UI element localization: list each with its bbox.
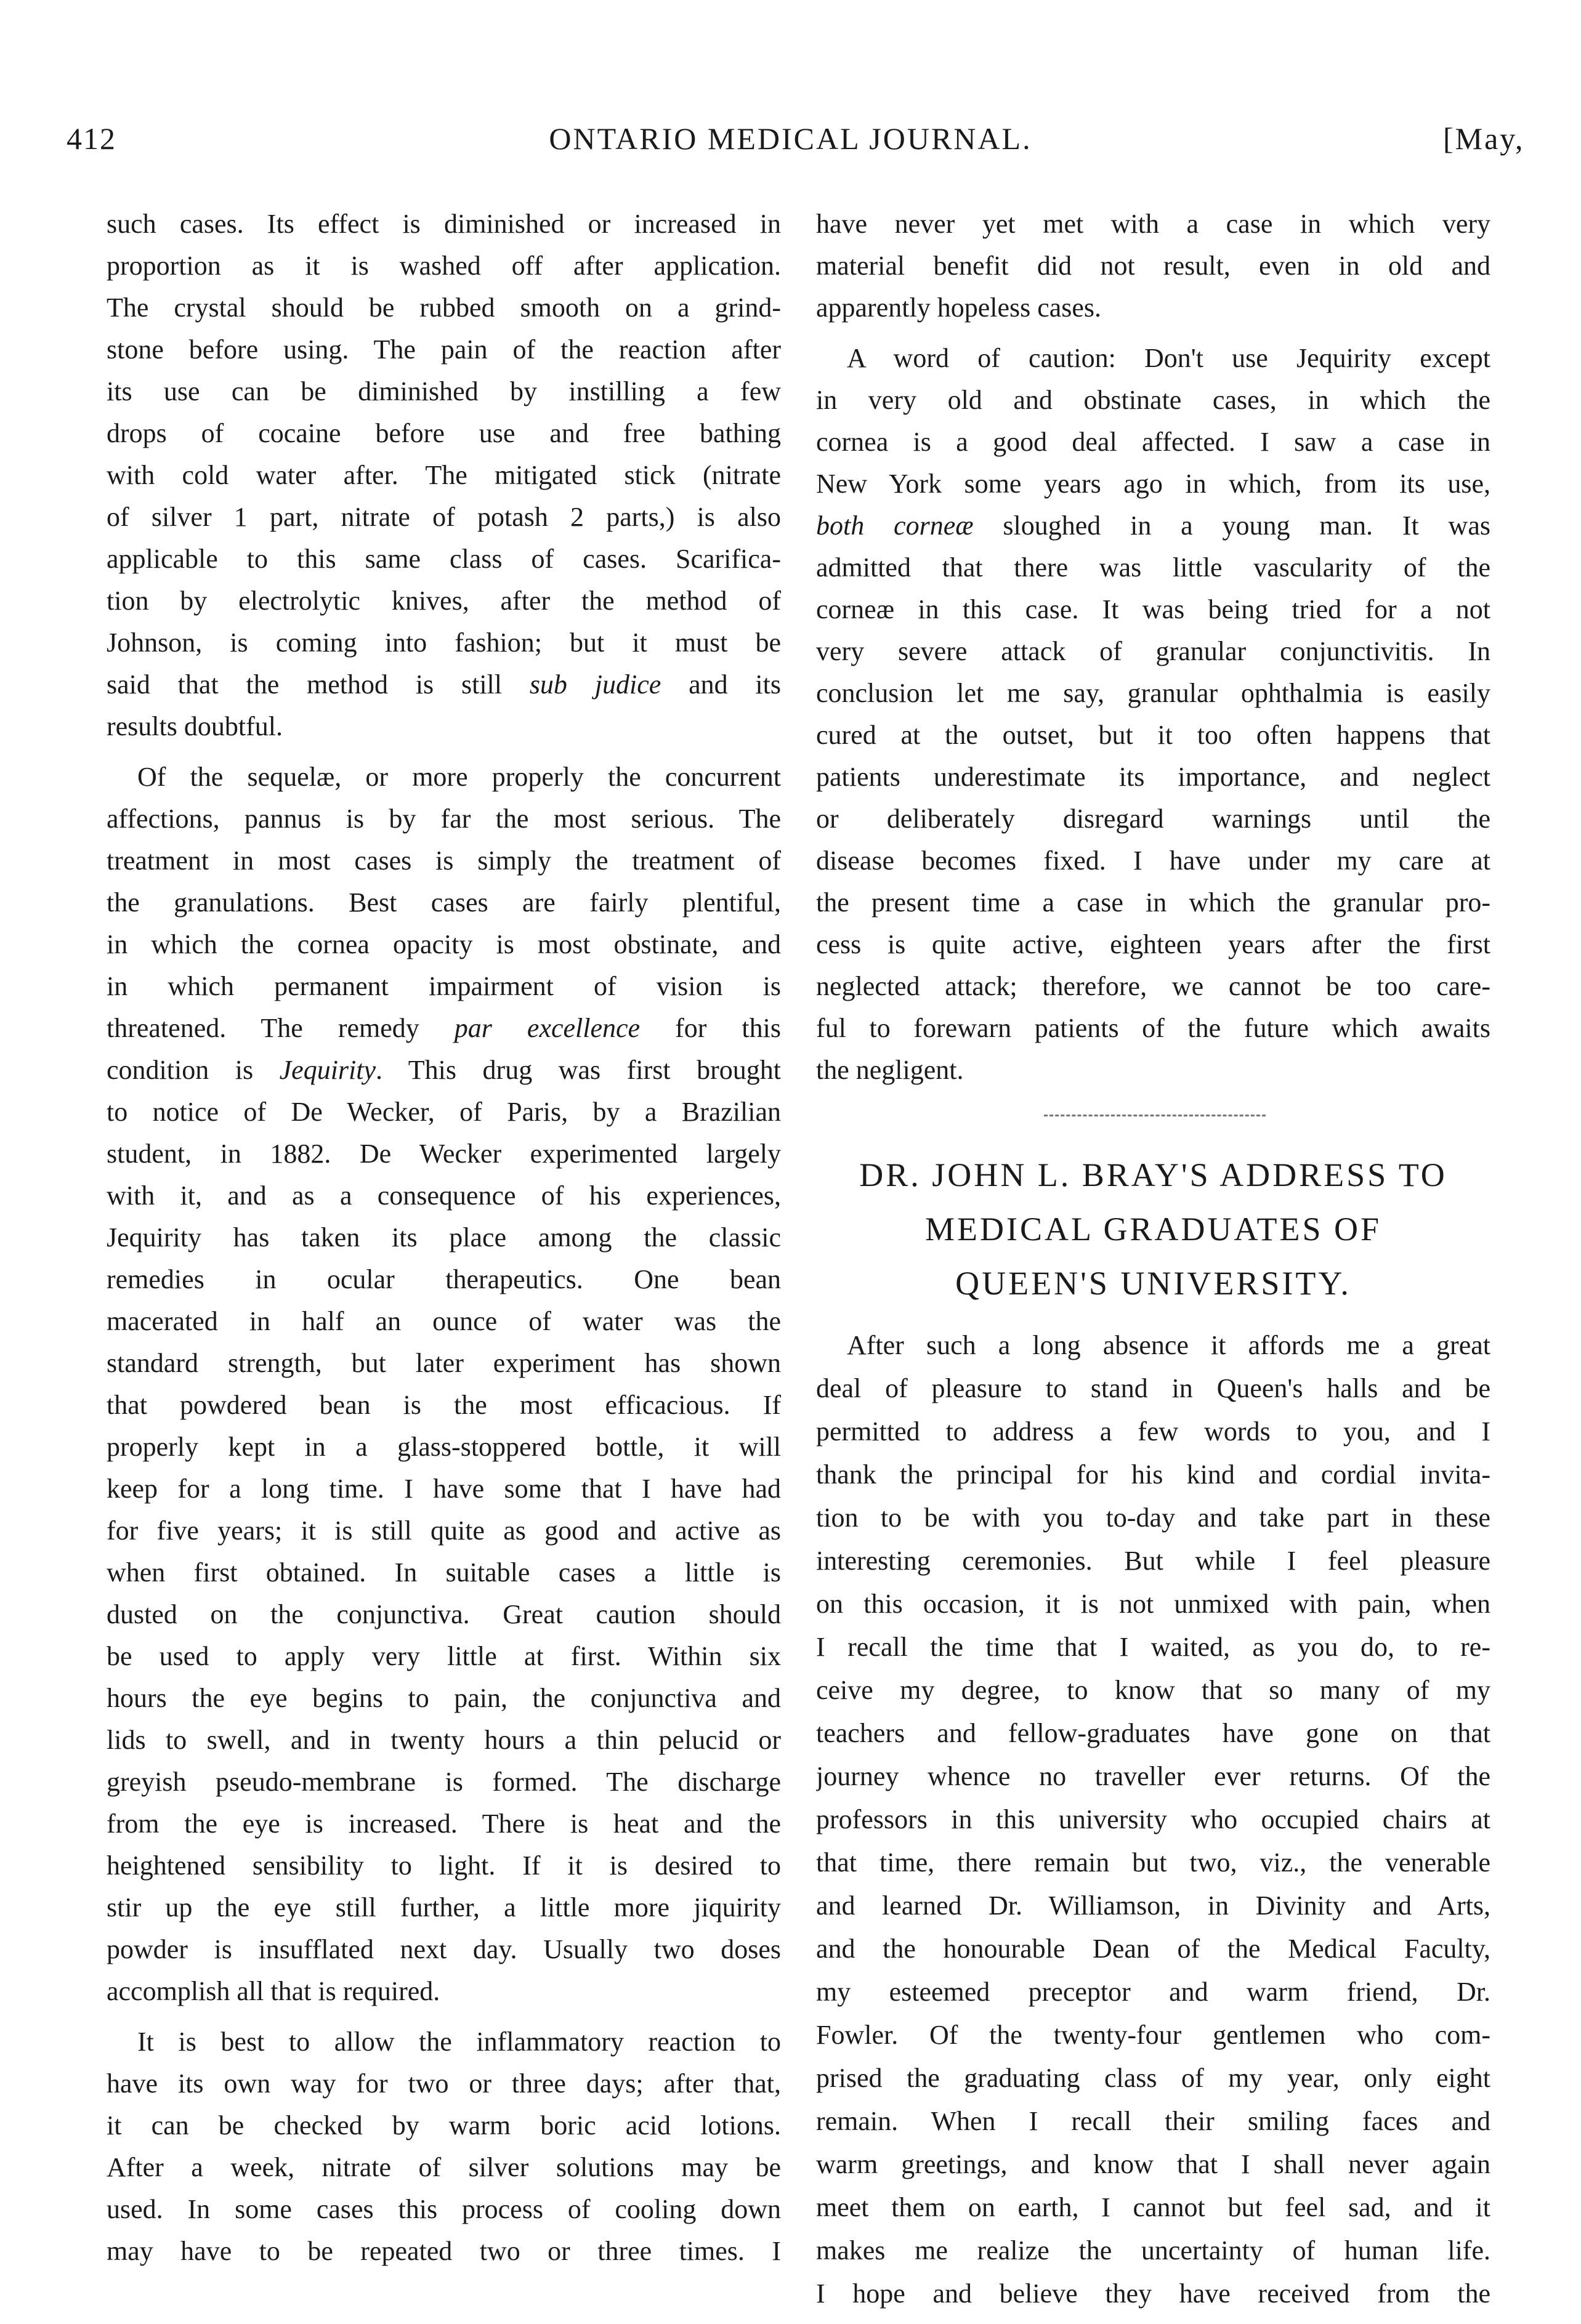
text-line: in which the cornea opacity is most obstinate, and	[107, 929, 781, 959]
text-line: applicable to this same class of cases. Scarifica-	[107, 544, 781, 574]
text-line: be used to apply very little at first. Within six	[107, 1641, 781, 1671]
text-line: patients underestimate its importance, and neglect	[816, 762, 1490, 792]
text-line: remedies in ocular therapeutics. One bean	[107, 1264, 781, 1294]
text-line: standard strength, but later experiment has shown	[107, 1348, 781, 1378]
text-line: and the honourable Dean of the Medical Faculty,	[816, 1934, 1490, 1964]
text-line: After such a long absence it affords me a great	[847, 1330, 1490, 1360]
italic-text: both corneæ	[816, 510, 974, 541]
text-line: macerated in half an ounce of water was the	[107, 1306, 781, 1336]
text-line: ful to forewarn patients of the future which awaits	[816, 1013, 1490, 1043]
text-line: ceive my degree, to know that so many of my	[816, 1675, 1490, 1705]
text-line: journey whence no traveller ever returns. Of the	[816, 1761, 1490, 1791]
italic-text: sub judice	[529, 669, 661, 700]
text-line: warm greetings, and know that I shall never again	[816, 2149, 1490, 2179]
text-line: treatment in most cases is simply the treatment of	[107, 845, 781, 876]
text-line: prised the graduating class of my year, only eight	[816, 2063, 1490, 2093]
text-line: apparently hopeless cases.	[816, 293, 1102, 323]
text-line: It is best to allow the inflammatory reaction to	[137, 2027, 781, 2057]
continued-text	[816, 203, 1490, 1091]
text-line: accomplish all that is required.	[107, 1976, 440, 2006]
text-line: tion by electrolytic knives, after the method of	[107, 586, 781, 616]
text-segment: sloughed in a young man. It was	[973, 510, 1490, 541]
text-line	[107, 1049, 781, 1091]
text-line: meet them on earth, I cannot but feel sad, and it	[816, 2192, 1490, 2222]
text-line	[107, 664, 781, 706]
page-number: 412	[67, 121, 116, 156]
heading-line: QUEEN'S UNIVERSITY.	[955, 1265, 1351, 1302]
text-line: makes me realize the uncertainty of human life.	[816, 2235, 1490, 2265]
text-line	[107, 1007, 781, 1049]
text-line: tion to be with you to-day and take part in these	[816, 1503, 1490, 1533]
text-line: greyish pseudo-membrane is formed. The discharge	[107, 1767, 781, 1797]
text-line: disease becomes fixed. I have under my care at	[816, 845, 1490, 876]
text-line: that powdered bean is the most efficacious. If	[107, 1390, 781, 1420]
text-line: proportion as it is washed off after application.	[107, 251, 781, 281]
paragraph	[816, 337, 1490, 1091]
text-line: its use can be diminished by instilling a few	[107, 376, 781, 406]
text-line: to notice of De Wecker, of Paris, by a Brazilian	[107, 1097, 781, 1127]
heading-line: MEDICAL GRADUATES OF	[924, 1211, 1382, 1248]
left-column	[107, 203, 781, 2281]
text-line: professors in this university who occupied chairs at	[816, 1804, 1490, 1834]
text-line: in which permanent impairment of vision is	[107, 971, 781, 1001]
paragraph	[816, 203, 1490, 329]
text-line: cess is quite active, eighteen years after the first	[816, 929, 1490, 959]
text-line: I recall the time that I waited, as you do, to re-	[816, 1632, 1490, 1662]
text-line: my esteemed preceptor and warm friend, Dr.	[816, 1977, 1490, 2007]
text-line: neglected attack; therefore, we cannot be too care-	[816, 971, 1490, 1001]
text-line: student, in 1882. De Wecker experimented largely	[107, 1139, 781, 1169]
text-line: it can be checked by warm boric acid lotions.	[107, 2110, 781, 2140]
text-line: very severe attack of granular conjunctivitis. In	[816, 636, 1490, 666]
text-segment: condition is	[107, 1055, 280, 1085]
text-line	[816, 505, 1490, 547]
article-heading	[816, 1148, 1490, 1310]
text-line: thank the principal for his kind and cordial invita-	[816, 1459, 1490, 1490]
text-line: powder is insufflated next day. Usually two doses	[107, 1934, 781, 1964]
text-segment: and its	[661, 669, 781, 700]
text-line: from the eye is increased. There is heat and the	[107, 1809, 781, 1839]
text-line: in very old and obstinate cases, in which the	[816, 385, 1490, 415]
text-line: permitted to address a few words to you, and I	[816, 1416, 1490, 1446]
text-line: I hope and believe they have received from the	[816, 2278, 1490, 2309]
text-line: admitted that there was little vascularity of the	[816, 552, 1490, 583]
running-title: ONTARIO MEDICAL JOURNAL.	[549, 121, 1032, 156]
text-line: with cold water after. The mitigated stick (nitrate	[107, 460, 781, 490]
text-line: conclusion let me say, granular ophthalmia is easily	[816, 678, 1490, 708]
text-line: hours the eye begins to pain, the conjunctiva and	[107, 1683, 781, 1713]
paragraph	[107, 756, 781, 2012]
text-line: Jequirity has taken its place among the classic	[107, 1222, 781, 1253]
text-line: stone before using. The pain of the reaction after	[107, 334, 781, 365]
article-body	[816, 1324, 1490, 2315]
text-line: when first obtained. In suitable cases a little is	[107, 1557, 781, 1588]
text-line: Of the sequelæ, or more properly the concurrent	[137, 762, 781, 792]
text-line: with it, and as a consequence of his experiences,	[107, 1180, 781, 1211]
text-segment: threatened. The remedy	[107, 1013, 455, 1043]
text-line: and learned Dr. Williamson, in Divinity and Arts,	[816, 1890, 1490, 1921]
text-line: of silver 1 part, nitrate of potash 2 parts,) is also	[107, 502, 781, 532]
text-line: stir up the eye still further, a little more jiquirity	[107, 1892, 781, 1923]
text-line: used. In some cases this process of cooling down	[107, 2194, 781, 2224]
italic-text: Jequirity	[279, 1055, 376, 1085]
text-line: for five years; it is still quite as good and active as	[107, 1515, 781, 1546]
paragraph	[107, 2021, 781, 2272]
text-line: cured at the outset, but it too often happens that	[816, 720, 1490, 750]
text-line: Johnson, is coming into fashion; but it must be	[107, 627, 781, 658]
text-line: Fowler. Of the twenty-four gentlemen who com-	[816, 2020, 1490, 2050]
text-line: have its own way for two or three days; after that,	[107, 2068, 781, 2099]
text-line: deal of pleasure to stand in Queen's halls and be	[816, 1373, 1490, 1403]
text-line: on this occasion, it is not unmixed with pain, when	[816, 1589, 1490, 1619]
text-line: may have to be repeated two or three times. I	[107, 2236, 781, 2266]
text-line: properly kept in a glass-stoppered bottle, it will	[107, 1432, 781, 1462]
text-line: A word of caution: Don't use Jequirity except	[847, 343, 1490, 373]
right-column	[816, 203, 1490, 2324]
text-segment: said that the method is still	[107, 669, 530, 700]
text-line: drops of cocaine before use and free bathing	[107, 418, 781, 448]
text-line: The crystal should be rubbed smooth on a grind-	[107, 293, 781, 323]
text-line: lids to swell, and in twenty hours a thin pelucid or	[107, 1725, 781, 1755]
text-line: the present time a case in which the granular pro-	[816, 887, 1490, 918]
text-line: keep for a long time. I have some that I have had	[107, 1474, 781, 1504]
heading-line: DR. JOHN L. BRAY'S ADDRESS TO	[859, 1156, 1447, 1193]
text-line: such cases. Its effect is diminished or increased in	[107, 209, 781, 239]
text-line: teachers and fellow-graduates have gone on that	[816, 1718, 1490, 1748]
section-divider	[816, 1100, 1490, 1143]
text-line: dusted on the conjunctiva. Great caution should	[107, 1599, 781, 1629]
text-line: heightened sensibility to light. If it is desired to	[107, 1850, 781, 1881]
text-line: or deliberately disregard warnings until the	[816, 804, 1490, 834]
text-line: that time, there remain but two, viz., the venerable	[816, 1847, 1490, 1878]
text-line: cornea is a good deal affected. I saw a case in	[816, 427, 1490, 457]
text-line: the negligent.	[816, 1055, 964, 1085]
text-line: After a week, nitrate of silver solutions may be	[107, 2152, 781, 2182]
paragraph	[816, 1324, 1490, 2315]
text-segment: for this	[640, 1013, 781, 1043]
text-line: remain. When I recall their smiling faces and	[816, 2106, 1490, 2136]
running-month: [May,	[1443, 121, 1525, 156]
text-line: results doubtful.	[107, 711, 283, 741]
text-line: have never yet met with a case in which very	[816, 209, 1490, 239]
text-line: the granulations. Best cases are fairly plentiful,	[107, 887, 781, 918]
text-segment: . This drug was first brought	[376, 1055, 781, 1085]
paragraph	[107, 203, 781, 748]
italic-text: par excellence	[454, 1013, 641, 1043]
text-line: New York some years ago in which, from its use,	[816, 469, 1490, 499]
text-line: corneæ in this case. It was being tried for a not	[816, 594, 1490, 624]
text-line: affections, pannus is by far the most serious. The	[107, 804, 781, 834]
text-line: material benefit did not result, even in old and	[816, 251, 1490, 281]
text-line: interesting ceremonies. But while I feel pleasure	[816, 1546, 1490, 1576]
